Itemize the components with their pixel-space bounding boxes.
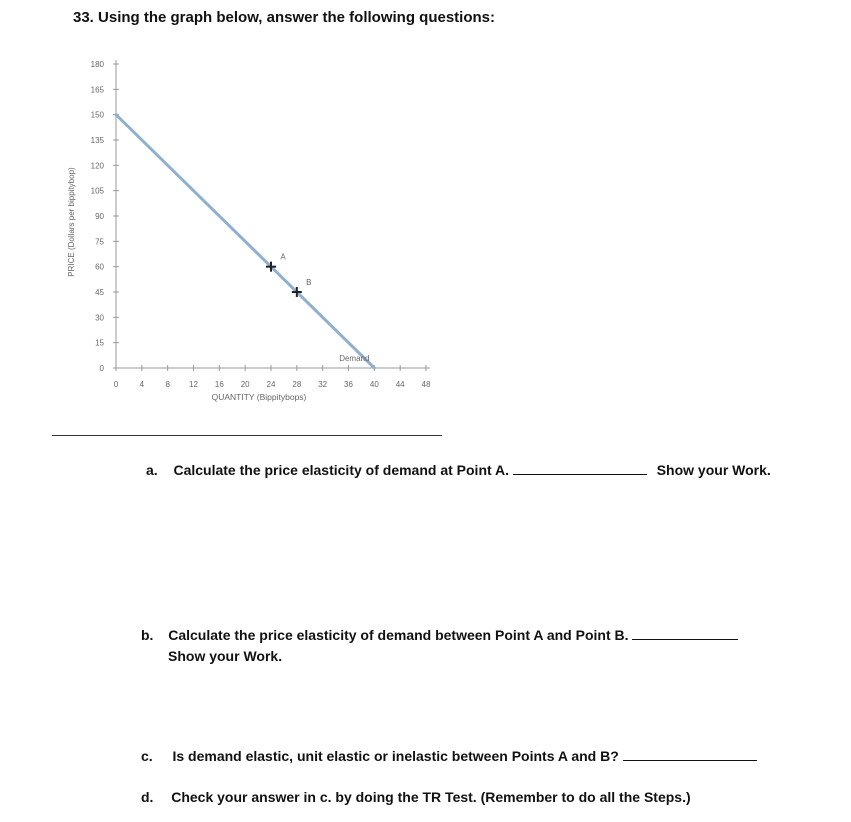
y-tick-label: 0 [99,364,104,373]
x-tick-label: 24 [266,380,276,389]
x-tick-label: 32 [318,380,328,389]
y-tick-label: 90 [95,212,104,221]
question-c-text: Is demand elastic, unit elastic or inelastic between Points A and B? [172,748,619,764]
answer-blank-a[interactable] [513,462,647,475]
y-tick-label: 15 [95,338,104,348]
y-tick-label: 45 [95,288,104,297]
x-axis-label: QUANTITY (Bippitybops) [211,392,307,402]
question-a-letter: a. [146,462,158,478]
x-tick-label: 8 [165,380,170,389]
x-tick-label: 20 [240,380,250,389]
question-b-letter: b. [141,627,154,643]
x-tick-label: 12 [189,380,198,389]
question-title: 33. Using the graph below, answer the following questions: [73,9,495,26]
y-tick-label: 180 [90,60,104,69]
y-tick-label: 120 [90,161,104,171]
question-b-text: Calculate the price elasticity of demand between Point A and Point B. [168,627,629,643]
demand-chart [52,52,452,422]
x-tick-label: 36 [344,380,353,389]
answer-blank-b[interactable] [632,627,738,640]
y-tick-label: 135 [90,136,104,145]
question-b [141,627,738,643]
question-a-text: Calculate the price elasticity of demand at Point A. [173,462,510,478]
question-a-suffix: Show your Work. [656,462,771,478]
demand-curve-label: Demand [339,354,370,363]
point-label: A [280,252,286,262]
question-d-letter: d. [141,789,154,805]
question-a [146,462,771,478]
demand-curve-line [116,115,374,368]
y-tick-label: 165 [90,85,104,95]
y-tick-label: 105 [90,186,104,196]
question-b-line2: Show your Work. [168,648,283,664]
question-d-text: Check your answer in c. by doing the TR Test. (Remember to do all the Steps.) [171,789,691,805]
y-tick-label: 150 [90,110,104,120]
point-label: B [306,278,312,287]
x-tick-label: 0 [113,380,119,389]
x-tick-label: 28 [292,380,302,389]
y-tick-label: 60 [95,262,104,272]
question-c [141,748,757,764]
x-tick-label: 16 [214,380,224,389]
question-c-letter: c. [141,748,153,764]
divider-line [52,435,442,436]
x-tick-label: 44 [395,380,405,389]
answer-blank-c[interactable] [623,748,757,761]
question-d [141,789,691,805]
x-tick-label: 40 [369,380,379,389]
y-tick-label: 30 [95,313,104,323]
y-axis-label: PRICE (Dollars per bippitybop) [67,167,76,277]
x-tick-label: 4 [139,380,145,389]
x-tick-label: 48 [421,380,431,389]
y-tick-label: 75 [95,237,104,247]
